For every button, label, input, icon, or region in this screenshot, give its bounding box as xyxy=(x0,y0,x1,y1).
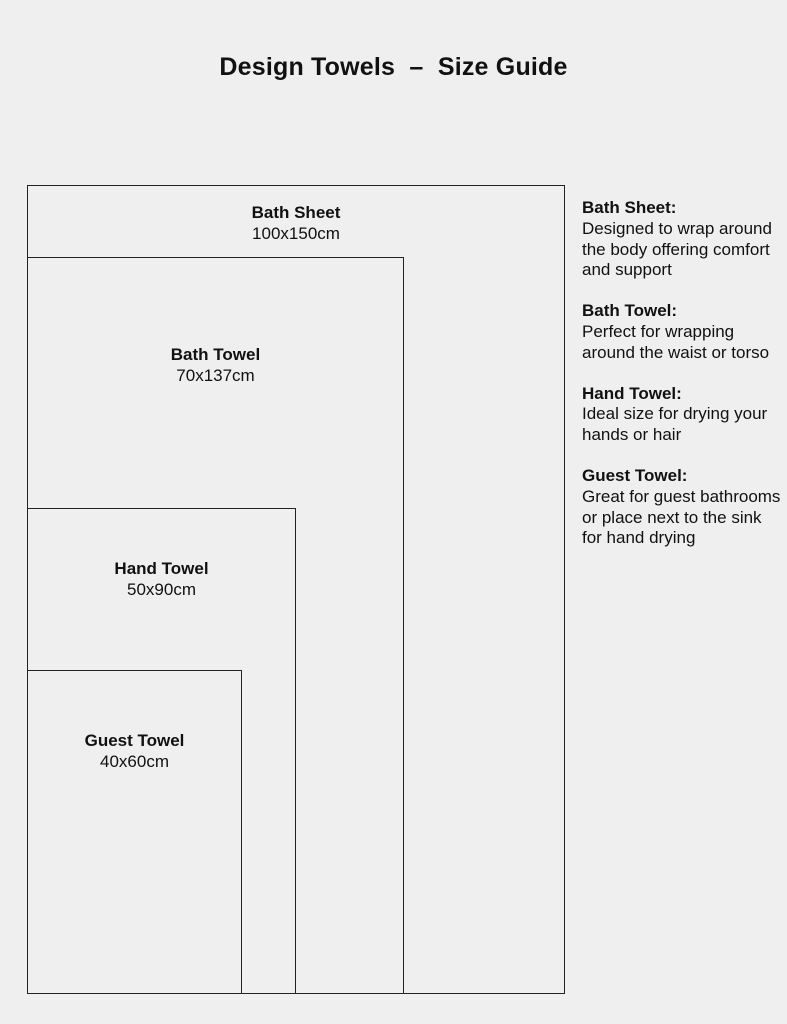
note-guest-towel xyxy=(582,466,782,549)
note-text: Great for guest bathrooms or place next to the sink for hand drying xyxy=(582,486,781,548)
note-heading: Hand Towel: xyxy=(582,383,682,403)
note-text: Ideal size for drying your hands or hair xyxy=(582,404,768,445)
bath-towel-label xyxy=(27,344,404,386)
bath-sheet-dims: 100x150cm xyxy=(252,224,340,243)
note-bath-towel xyxy=(582,301,782,363)
guest-towel-name: Guest Towel xyxy=(84,731,185,750)
towel-descriptions xyxy=(582,198,782,569)
note-heading: Guest Towel: xyxy=(582,465,688,485)
note-bath-sheet xyxy=(582,198,782,281)
bath-towel-name: Bath Towel xyxy=(170,345,261,364)
guest-towel-label xyxy=(27,730,242,772)
guest-towel-dims: 40x60cm xyxy=(100,752,169,771)
note-heading: Bath Sheet: xyxy=(582,198,677,217)
hand-towel-label xyxy=(27,558,296,600)
note-hand-towel xyxy=(582,384,782,446)
bath-sheet-name: Bath Sheet xyxy=(251,203,341,222)
guest-towel-outline xyxy=(27,670,242,994)
note-text: Designed to wrap around the body offering comfort and support xyxy=(582,218,772,280)
hand-towel-name: Hand Towel xyxy=(114,559,209,578)
bath-towel-dims: 70x137cm xyxy=(176,366,255,385)
bath-sheet-label xyxy=(27,202,565,244)
hand-towel-dims: 50x90cm xyxy=(127,580,196,599)
note-text: Perfect for wrapping around the waist or torso xyxy=(582,321,770,362)
page-title: Design Towels – Size Guide xyxy=(219,53,568,81)
note-heading: Bath Towel: xyxy=(582,301,678,321)
